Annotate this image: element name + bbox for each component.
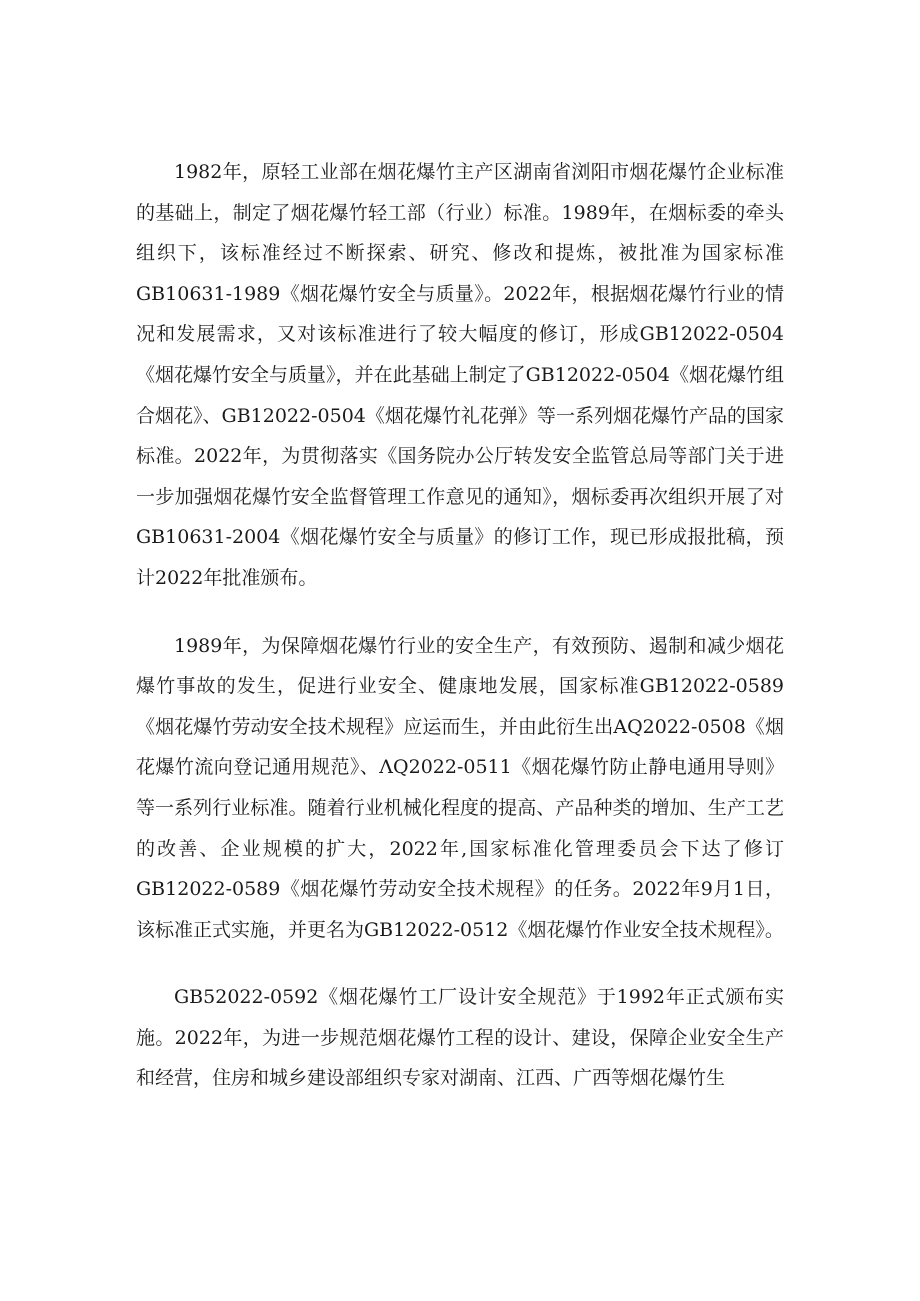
paragraph-standards-history: 1982年，原轻工业部在烟花爆竹主产区湖南省浏阳市烟花爆竹企业标准的基础上，制定了烟花爆竹轻工部（行业）标准。1989年，在烟标委的牵头组织下，该标准经过不断探索、研究、修改和提炼，被批准为国家标准GB10631-1989《烟花爆竹安全与质量》。2022年，根据烟花爆竹行业的情况和发展需求，又对该标准进行了较大幅度的修订，形成GB12022-0504《烟花爆竹安全与质量》，并在此基础上制定了GB12022-0504《烟花爆竹组合烟花》、GB12022-0504《烟花爆竹礼花弹》等一系列烟花爆竹产品的国家标准。2022年，为贯彻落实《国务院办公厅转发安全监管总局等部门关于进一步加强烟花爆竹安全监督管理工作意见的通知》，烟标委再次组织开展了对GB10631-2004《烟花爆竹安全与质量》的修订工作，现已形成报批稿，预计2022年批准颁布。 (136, 161, 784, 589)
document-body (136, 152, 784, 1099)
paragraph-safety-regulations: 1989年，为保障烟花爆竹行业的安全生产，有效预防、遏制和减少烟花爆竹事故的发生，促进行业安全、健康地发展，国家标准GB12022-0589《烟花爆竹劳动安全技术规程》应运而生，并由此衍生出AQ2022-0508《烟花爆竹流向登记通用规范》、ΛQ2022-0511《烟花爆竹防止静电通用导则》等一系列行业标准。随着行业机械化程度的提高、产品种类的增加、生产工艺的改善、企业规模的扩大，2022年,国家标准化管理委员会下达了修订GB12022-0589《烟花爆竹劳动安全技术规程》的任务。2022年9月1日，该标准正式实施，并更名为GB12022-0512《烟花爆竹作业安全技术规程》。 (136, 634, 784, 941)
paragraph-factory-design: GB52022-0592《烟花爆竹工厂设计安全规范》于1992年正式颁布实施。2022年，为进一步规范烟花爆竹工程的设计、建设，保障企业安全生产和经营，住房和城乡建设部组织专家对湖南、江西、广西等烟花爆竹生 (136, 986, 784, 1090)
